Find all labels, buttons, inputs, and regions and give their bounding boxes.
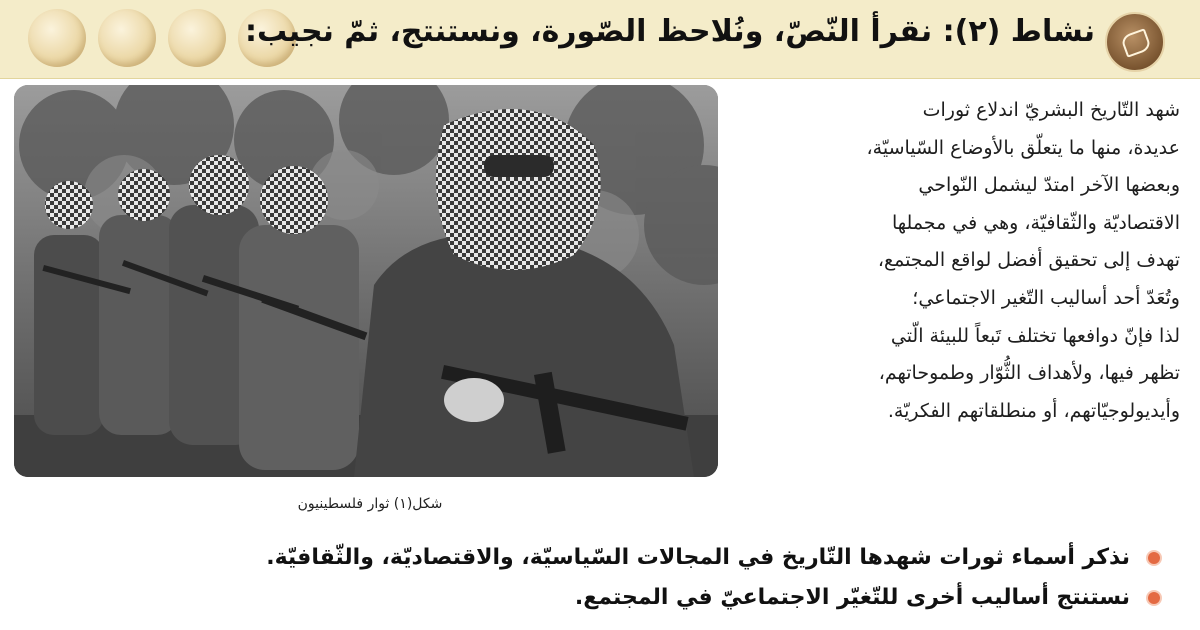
body-line: شهد التّاريخ البشريّ اندلاع ثورات [922, 99, 1180, 121]
decorative-circle-icon [168, 9, 226, 67]
figure-caption: شكل(١) ثوار فلسطينيون [297, 496, 443, 512]
body-paragraph [740, 92, 1180, 430]
bullet-icon [1148, 552, 1160, 564]
body-line: تظهر فيها، ولأهداف الثُّوّار وطموحاتهم، [878, 362, 1180, 385]
body-line: تهدف إلى تحقيق أفضل لواقع المجتمع، [877, 249, 1180, 272]
question-text: نذكر أسماء ثورات شهدها التّاريخ في المجالات السّياسيّة، والاقتصاديّة، والثّقافيّة. [266, 545, 1130, 570]
body-line: عديدة، منها ما يتعلّق بالأوضاع السّياسيّة، [866, 136, 1180, 159]
body-line: وتُعَدّ أحد أساليب التّغير الاجتماعي؛ [912, 286, 1180, 309]
activity-icon [1105, 12, 1165, 72]
list-item [0, 538, 1160, 578]
question-list [0, 538, 1160, 618]
bullet-icon [1148, 592, 1160, 604]
activity-title: نشاط (٢): نقرأ النّصّ، ونُلاحظ الصّورة، ونستنتج، ثمّ نجيب: [244, 14, 1095, 49]
body-line: الاقتصاديّة والثّقافيّة، وهي في مجملها [891, 211, 1180, 234]
body-line: لذا فإنّ دوافعها تختلف تَبعاً للبيئة الّتي [890, 324, 1180, 347]
activity-header [0, 0, 1200, 79]
figure-photo [14, 85, 718, 477]
list-item [0, 578, 1160, 618]
body-line: وبعضها الآخر امتدّ ليشمل النّواحي [918, 174, 1180, 197]
decorative-circle-icon [28, 9, 86, 67]
question-text: نستنتج أساليب أخرى للتّغيّر الاجتماعيّ في المجتمع. [574, 585, 1130, 610]
body-line: وأيديولوجيّاتهم، أو منطلقاتهم الفكريّة. [887, 399, 1180, 422]
decorative-circle-icon [98, 9, 156, 67]
